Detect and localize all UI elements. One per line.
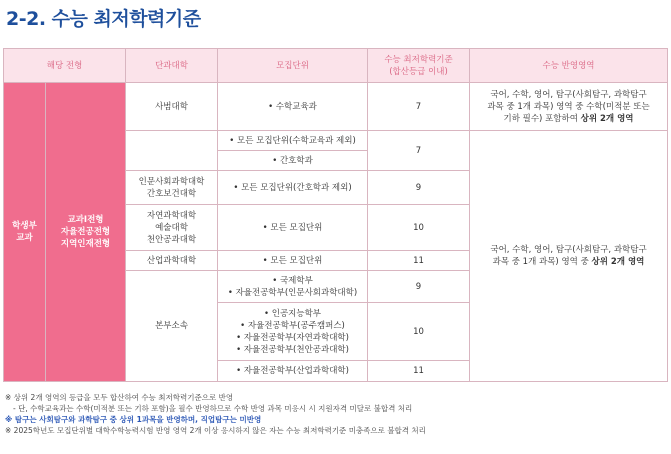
footnote: ※ 2025학년도 모집단위별 대학수학능력시험 반영 영역 2개 이상 응시하지 않은 자는 수능 최저학력기준 미충족으로 불합격 처리 [5, 426, 426, 435]
unit-cell: • 모든 모집단위 [218, 251, 368, 271]
header-grade-standard: 수능 최저학력기준 (합산등급 이내) [368, 49, 470, 83]
reflect-area-cell-math [470, 83, 668, 131]
college-cell: 산업과학대학 [126, 251, 218, 271]
college-cell: 자연과학대학 예술대학 천안공과대학 [126, 205, 218, 251]
reflect-area-text: 국어, 수학, 영어, 탐구(사회탐구, 과학탐구 과목 중 1개 과목) 영역 중 수학(미적분 또는 기하 필수) 포함하여 [487, 89, 650, 124]
jeonhyeong-group-cell: 학생부 교과 [4, 83, 46, 382]
unit-cell: • 국제학부 • 자율전공학부(인문사회과학대학) [218, 271, 368, 303]
reflect-area-cell-general [470, 131, 668, 382]
jeonhyeong-name-cell: 교과Ⅰ전형 자율전공전형 지역인재전형 [46, 83, 126, 382]
table-header-row [4, 49, 668, 83]
college-cell: 인문사회과학대학 간호보건대학 [126, 171, 218, 205]
header-unit: 모집단위 [218, 49, 368, 83]
header-reflect-area: 수능 반영영역 [470, 49, 668, 83]
footnote-sub: - 단, 수학교육과는 수학(미적분 또는 기하 포함)을 필수 반영하므로 수학 반영 과목 미응시 시 지원자격 미달로 불합격 처리 [13, 404, 413, 413]
unit-cell: • 모든 모집단위(간호학과 제외) [218, 171, 368, 205]
reflect-area-bold: 상위 2개 영역 [591, 257, 645, 267]
grade-cell: 9 [368, 171, 470, 205]
reflect-area-bold: 상위 2개 영역 [580, 113, 634, 124]
minimum-standard-table [3, 48, 668, 382]
unit-cell: • 인공지능학부 • 자율전공학부(공주캠퍼스) • 자율전공학부(자연과학대학) • 자율전공학부(천안공과대학) [218, 303, 368, 361]
unit-cell: • 수학교육과 [218, 83, 368, 131]
footnotes [5, 392, 426, 436]
footnote-highlight: ※ 탐구는 사회탐구와 과학탐구 중 상위 1과목을 반영하며, 직업탐구는 미반영 [5, 415, 262, 424]
unit-cell: • 모든 모집단위 [218, 205, 368, 251]
grade-cell: 10 [368, 205, 470, 251]
college-cell-empty [126, 131, 218, 171]
unit-cell: • 간호학과 [218, 151, 368, 171]
header-jeonhyeong: 해당 전형 [4, 49, 126, 83]
grade-cell: 10 [368, 303, 470, 361]
grade-cell: 11 [368, 251, 470, 271]
grade-cell: 9 [368, 271, 470, 303]
unit-cell: • 모든 모집단위(수학교육과 제외) [218, 131, 368, 151]
page-title: 2-2. 수능 최저학력기준 [6, 8, 201, 30]
header-college: 단과대학 [126, 49, 218, 83]
unit-cell: • 자율전공학부(산업과학대학) [218, 361, 368, 382]
footnote: ※ 상위 2개 영역의 등급을 모두 합산하여 수능 최저학력기준으로 반영 [5, 393, 234, 402]
college-cell: 사범대학 [126, 83, 218, 131]
grade-cell: 7 [368, 83, 470, 131]
reflect-area-text: 국어, 수학, 영어, 탐구(사회탐구, 과학탐구 과목 중 1개 과목) 영역 중 [490, 245, 647, 267]
college-cell: 본부소속 [126, 271, 218, 382]
table-row [4, 83, 668, 131]
grade-cell: 11 [368, 361, 470, 382]
grade-cell: 7 [368, 131, 470, 171]
